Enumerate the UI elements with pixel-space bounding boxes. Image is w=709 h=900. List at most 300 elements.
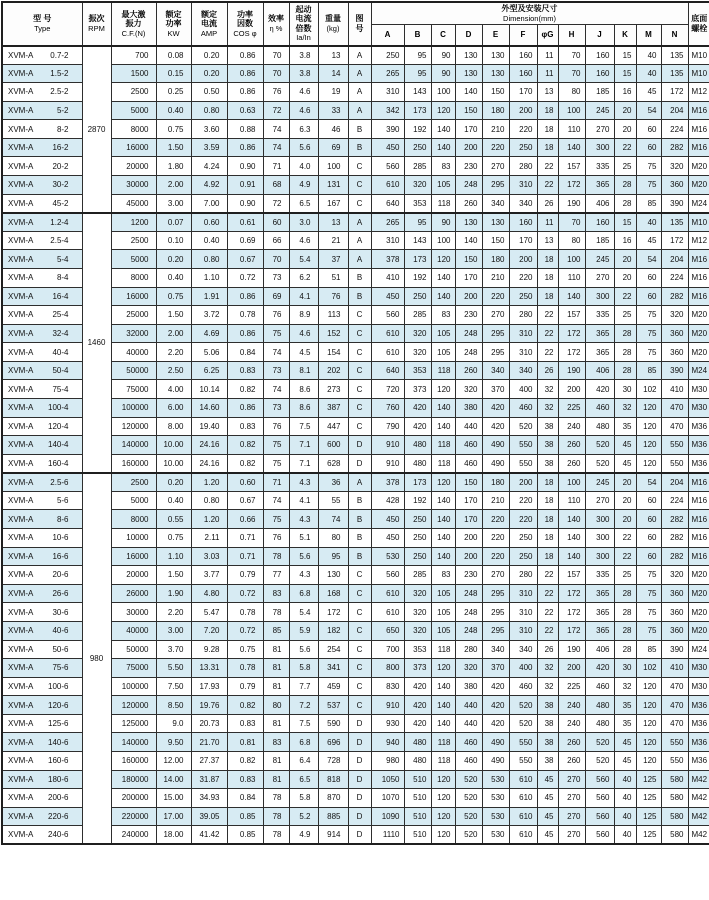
- dim-cell: 173: [404, 473, 431, 492]
- dim-cell: 250: [371, 46, 404, 65]
- dim-cell: 480: [404, 436, 431, 455]
- figure-cell: B: [348, 510, 371, 529]
- dim-cell: 38: [537, 454, 558, 473]
- dim-cell: 420: [482, 417, 509, 436]
- dim-cell: 16: [614, 231, 636, 250]
- header-cf: [111, 2, 156, 46]
- dim-cell: 13: [537, 231, 558, 250]
- model-spec: 30-2: [52, 180, 69, 190]
- table-row: [2, 213, 709, 232]
- dim-cell: 250: [404, 287, 431, 306]
- dim-cell: 190: [558, 640, 585, 659]
- eff-cell: 70: [263, 250, 289, 269]
- dim-cell: 295: [482, 603, 509, 622]
- dim-cell: 365: [585, 324, 614, 343]
- header-amp-en: AMP: [200, 28, 218, 38]
- dim-cell: 224: [661, 491, 688, 510]
- dim-cell: 530: [482, 807, 509, 826]
- dim-cell: 60: [636, 120, 661, 139]
- weight-cell: 728: [318, 751, 348, 770]
- weight-cell: 182: [318, 621, 348, 640]
- cf-cell: 2500: [111, 83, 156, 102]
- dim-cell: 140: [431, 529, 455, 548]
- weight-cell: 131: [318, 176, 348, 195]
- rpm-cell: 980: [82, 473, 111, 845]
- model-inner: [3, 102, 82, 120]
- dim-cell: 22: [537, 603, 558, 622]
- model-cell: [2, 268, 82, 287]
- ia-in-cell: 4.6: [289, 83, 318, 102]
- dim-cell: 830: [371, 677, 404, 696]
- bolt-cell: M12: [688, 83, 709, 102]
- table-body: [2, 46, 709, 845]
- dim-cell: 260: [558, 751, 585, 770]
- dim-cell: 25: [614, 306, 636, 325]
- weight-cell: 273: [318, 380, 348, 399]
- kw-cell: 0.15: [156, 64, 191, 83]
- dim-cell: 335: [585, 157, 614, 176]
- model-inner: [3, 752, 82, 770]
- amp-cell: 41.42: [191, 826, 227, 845]
- dim-cell: 85: [636, 361, 661, 380]
- weight-cell: 167: [318, 194, 348, 213]
- dim-cell: 406: [585, 361, 614, 380]
- bolt-cell: M16: [688, 491, 709, 510]
- weight-cell: 33: [318, 101, 348, 120]
- kw-cell: 2.50: [156, 361, 191, 380]
- dim-cell: 143: [404, 231, 431, 250]
- dim-cell: 150: [482, 83, 509, 102]
- bolt-cell: M16: [688, 510, 709, 529]
- kw-cell: 0.25: [156, 83, 191, 102]
- dim-cell: 32: [537, 659, 558, 678]
- bolt-cell: M16: [688, 250, 709, 269]
- cos-cell: 0.86: [227, 398, 263, 417]
- cos-cell: 0.71: [227, 547, 263, 566]
- eff-cell: 81: [263, 714, 289, 733]
- amp-cell: 5.06: [191, 343, 227, 362]
- header-cf-en: C.F.(N): [121, 28, 146, 38]
- dim-cell: 160: [509, 213, 537, 232]
- cf-cell: 50000: [111, 640, 156, 659]
- ia-in-cell: 4.1: [289, 491, 318, 510]
- dim-cell: 11: [537, 46, 558, 65]
- bolt-cell: M16: [688, 138, 709, 157]
- dim-cell: 18: [537, 547, 558, 566]
- model-inner: [3, 418, 82, 436]
- ia-in-cell: 4.1: [289, 287, 318, 306]
- ia-in-cell: 5.4: [289, 250, 318, 269]
- amp-cell: 10.14: [191, 380, 227, 399]
- eff-cell: 77: [263, 566, 289, 585]
- model-prefix: XVM-A: [8, 421, 34, 431]
- dim-cell: 470: [661, 696, 688, 715]
- dim-cell: 45: [614, 733, 636, 752]
- model-cell: [2, 621, 82, 640]
- dim-cell: 30: [614, 380, 636, 399]
- model-prefix: XVM-A: [8, 756, 34, 766]
- dim-cell: 140: [558, 287, 585, 306]
- dim-cell: 480: [404, 751, 431, 770]
- dim-cell: 60: [636, 491, 661, 510]
- dim-cell: 470: [661, 714, 688, 733]
- model-spec: 140-4: [48, 440, 69, 450]
- dim-cell: 60: [636, 510, 661, 529]
- dim-cell: 320: [404, 603, 431, 622]
- amp-cell: 4.92: [191, 176, 227, 195]
- dim-cell: 170: [509, 83, 537, 102]
- bolt-cell: M20: [688, 324, 709, 343]
- header-bolt: [688, 2, 709, 46]
- amp-cell: 20.73: [191, 714, 227, 733]
- dim-cell: 560: [371, 306, 404, 325]
- bolt-cell: M10: [688, 46, 709, 65]
- dim-cell: 200: [509, 250, 537, 269]
- dim-cell: 1070: [371, 789, 404, 808]
- amp-cell: 3.60: [191, 120, 227, 139]
- dim-cell: 270: [482, 157, 509, 176]
- eff-cell: 71: [263, 473, 289, 492]
- dim-cell: 380: [455, 677, 482, 696]
- model-inner: [3, 566, 82, 584]
- header-iain: [289, 2, 318, 46]
- dim-cell: 420: [585, 659, 614, 678]
- model-spec: 100-6: [48, 681, 69, 691]
- dim-cell: 510: [404, 807, 431, 826]
- dim-cell: 180: [482, 473, 509, 492]
- model-spec: 16-4: [52, 291, 69, 301]
- dim-cell: 160: [585, 213, 614, 232]
- weight-cell: 51: [318, 268, 348, 287]
- dim-cell: 250: [509, 138, 537, 157]
- kw-cell: 3.00: [156, 621, 191, 640]
- model-cell: [2, 101, 82, 120]
- dim-cell: 130: [482, 46, 509, 65]
- kw-cell: 0.20: [156, 473, 191, 492]
- ia-in-cell: 5.8: [289, 659, 318, 678]
- dim-cell: 210: [482, 268, 509, 287]
- dim-cell: 18: [537, 268, 558, 287]
- bolt-cell: M16: [688, 287, 709, 306]
- model-cell: [2, 473, 82, 492]
- figure-cell: C: [348, 621, 371, 640]
- dim-cell: 365: [585, 621, 614, 640]
- dim-cell: 480: [404, 454, 431, 473]
- weight-cell: 696: [318, 733, 348, 752]
- ia-in-cell: 5.6: [289, 640, 318, 659]
- model-spec: 2.5-6: [50, 477, 69, 487]
- bolt-cell: M36: [688, 417, 709, 436]
- dim-cell: 450: [371, 510, 404, 529]
- cos-cell: 0.82: [227, 454, 263, 473]
- model-inner: [3, 120, 82, 138]
- dim-cell: 100: [558, 101, 585, 120]
- dim-cell: 250: [404, 138, 431, 157]
- dim-cell: 248: [455, 584, 482, 603]
- dim-cell: 248: [455, 621, 482, 640]
- amp-cell: 3.59: [191, 138, 227, 157]
- dim-cell: 28: [614, 324, 636, 343]
- kw-cell: 5.50: [156, 659, 191, 678]
- bolt-cell: M30: [688, 677, 709, 696]
- model-inner: [3, 789, 82, 807]
- dim-cell: 260: [455, 194, 482, 213]
- dim-cell: 340: [509, 361, 537, 380]
- dim-cell: 18: [537, 491, 558, 510]
- dim-cell: 440: [455, 417, 482, 436]
- dim-cell: 125: [636, 807, 661, 826]
- dim-cell: 610: [509, 770, 537, 789]
- dim-cell: 35: [614, 696, 636, 715]
- dim-cell: 190: [558, 194, 585, 213]
- dim-cell: 490: [482, 454, 509, 473]
- dim-cell: 480: [404, 733, 431, 752]
- header-iain-cn1: 起动: [295, 4, 312, 14]
- model-spec: 8-6: [56, 514, 69, 524]
- ia-in-cell: 8.6: [289, 398, 318, 417]
- figure-cell: B: [348, 547, 371, 566]
- dim-cell: 282: [661, 529, 688, 548]
- dim-cell: 32: [537, 398, 558, 417]
- model-cell: [2, 176, 82, 195]
- cos-cell: 0.86: [227, 46, 263, 65]
- dim-cell: 140: [455, 231, 482, 250]
- dim-cell: 60: [636, 547, 661, 566]
- cf-cell: 10000: [111, 529, 156, 548]
- bolt-cell: M30: [688, 398, 709, 417]
- dim-cell: 310: [509, 621, 537, 640]
- table-row: [2, 46, 709, 65]
- dim-cell: 520: [509, 714, 537, 733]
- figure-cell: C: [348, 398, 371, 417]
- dim-cell: 420: [585, 380, 614, 399]
- ia-in-cell: 4.3: [289, 510, 318, 529]
- dim-cell: 18: [537, 529, 558, 548]
- dim-cell: 60: [636, 268, 661, 287]
- figure-cell: A: [348, 213, 371, 232]
- bolt-cell: M24: [688, 194, 709, 213]
- dim-cell: 225: [558, 398, 585, 417]
- eff-cell: 70: [263, 64, 289, 83]
- model-cell: [2, 714, 82, 733]
- cos-cell: 0.85: [227, 826, 263, 845]
- cos-cell: 0.84: [227, 343, 263, 362]
- dim-cell: 173: [404, 250, 431, 269]
- dim-cell: 140: [558, 138, 585, 157]
- weight-cell: 341: [318, 659, 348, 678]
- model-prefix: XVM-A: [8, 830, 34, 840]
- bolt-cell: M36: [688, 751, 709, 770]
- amp-cell: 0.80: [191, 250, 227, 269]
- figure-cell: C: [348, 176, 371, 195]
- model-cell: [2, 826, 82, 845]
- dim-cell: 40: [636, 64, 661, 83]
- model-spec: 5-2: [56, 106, 69, 116]
- ia-in-cell: 5.1: [289, 529, 318, 548]
- ia-in-cell: 7.7: [289, 677, 318, 696]
- bolt-cell: M42: [688, 789, 709, 808]
- model-prefix: XVM-A: [8, 236, 34, 246]
- bolt-cell: M42: [688, 807, 709, 826]
- eff-cell: 75: [263, 510, 289, 529]
- dim-cell: 270: [482, 566, 509, 585]
- dim-cell: 940: [371, 733, 404, 752]
- dim-cell: 450: [371, 138, 404, 157]
- dim-cell: 32: [537, 677, 558, 696]
- dim-cell: 220: [482, 138, 509, 157]
- dim-cell: 18: [537, 287, 558, 306]
- dim-cell: 265: [371, 64, 404, 83]
- model-prefix: XVM-A: [8, 719, 34, 729]
- cos-cell: 0.81: [227, 733, 263, 752]
- dim-cell: 520: [585, 733, 614, 752]
- dim-cell: 910: [371, 454, 404, 473]
- cf-cell: 5000: [111, 491, 156, 510]
- dim-cell: 420: [404, 677, 431, 696]
- header-rpm: [82, 2, 111, 46]
- model-prefix: XVM-A: [8, 626, 34, 636]
- weight-cell: 21: [318, 231, 348, 250]
- dim-cell: 250: [509, 287, 537, 306]
- ia-in-cell: 6.4: [289, 751, 318, 770]
- kw-cell: 0.10: [156, 231, 191, 250]
- header-kw-cn2: 功率: [165, 19, 182, 28]
- weight-cell: 14: [318, 64, 348, 83]
- dim-cell: 370: [482, 380, 509, 399]
- kw-cell: 1.50: [156, 306, 191, 325]
- dim-cell: 200: [558, 659, 585, 678]
- amp-cell: 0.20: [191, 46, 227, 65]
- header-dim-g: φG: [537, 25, 558, 46]
- ia-in-cell: 4.0: [289, 157, 318, 176]
- dim-cell: 340: [482, 194, 509, 213]
- model-inner: [3, 474, 82, 491]
- model-spec: 5-6: [56, 496, 69, 506]
- cf-cell: 45000: [111, 194, 156, 213]
- dim-cell: 135: [661, 46, 688, 65]
- eff-cell: 78: [263, 807, 289, 826]
- dim-cell: 210: [482, 491, 509, 510]
- model-prefix: XVM-A: [8, 273, 34, 283]
- dim-cell: 285: [404, 306, 431, 325]
- dim-cell: 520: [585, 751, 614, 770]
- model-inner: [3, 288, 82, 306]
- model-cell: [2, 659, 82, 678]
- dim-cell: 85: [636, 194, 661, 213]
- dim-cell: 60: [636, 138, 661, 157]
- dim-cell: 130: [482, 213, 509, 232]
- dim-cell: 270: [558, 807, 585, 826]
- kw-cell: 1.90: [156, 584, 191, 603]
- cos-cell: 0.61: [227, 213, 263, 232]
- dim-cell: 610: [371, 343, 404, 362]
- dim-cell: 360: [661, 176, 688, 195]
- dim-cell: 550: [661, 733, 688, 752]
- dim-cell: 70: [558, 64, 585, 83]
- eff-cell: 85: [263, 621, 289, 640]
- dim-cell: 192: [404, 491, 431, 510]
- ia-in-cell: 5.9: [289, 621, 318, 640]
- dim-cell: 480: [585, 714, 614, 733]
- ia-in-cell: 6.5: [289, 194, 318, 213]
- ia-in-cell: 4.5: [289, 343, 318, 362]
- dim-cell: 204: [661, 101, 688, 120]
- model-cell: [2, 696, 82, 715]
- dim-cell: 640: [371, 194, 404, 213]
- model-spec: 8-2: [56, 124, 69, 134]
- dim-cell: 510: [404, 789, 431, 808]
- model-prefix: XVM-A: [8, 291, 34, 301]
- dim-cell: 460: [509, 398, 537, 417]
- figure-cell: B: [348, 529, 371, 548]
- dim-cell: 170: [455, 268, 482, 287]
- model-prefix: XVM-A: [8, 124, 34, 134]
- weight-cell: 46: [318, 120, 348, 139]
- dim-cell: 100: [558, 473, 585, 492]
- dim-cell: 980: [371, 751, 404, 770]
- model-cell: [2, 733, 82, 752]
- dim-cell: 172: [661, 83, 688, 102]
- model-cell: [2, 603, 82, 622]
- eff-cell: 73: [263, 398, 289, 417]
- dim-cell: 204: [661, 250, 688, 269]
- dim-cell: 38: [537, 436, 558, 455]
- dim-cell: 120: [636, 696, 661, 715]
- model-inner: [3, 399, 82, 417]
- figure-cell: B: [348, 491, 371, 510]
- header-rpm-cn: 振次: [88, 14, 105, 24]
- header-dim-d: D: [455, 25, 482, 46]
- header-dim-title: 外型及安装尺寸: [501, 4, 558, 13]
- dim-cell: 530: [482, 789, 509, 808]
- model-prefix: XVM-A: [8, 143, 34, 153]
- amp-cell: 21.70: [191, 733, 227, 752]
- model-prefix: XVM-A: [8, 663, 34, 673]
- dim-cell: 440: [455, 696, 482, 715]
- dim-cell: 270: [585, 268, 614, 287]
- model-prefix: XVM-A: [8, 607, 34, 617]
- ia-in-cell: 3.8: [289, 46, 318, 65]
- dim-cell: 250: [404, 510, 431, 529]
- model-cell: [2, 138, 82, 157]
- header-cf-cn2: 振力: [125, 19, 142, 28]
- dim-cell: 320: [404, 176, 431, 195]
- dim-cell: 110: [558, 268, 585, 287]
- eff-cell: 83: [263, 584, 289, 603]
- dim-cell: 22: [537, 176, 558, 195]
- dim-cell: 22: [537, 621, 558, 640]
- dim-cell: 300: [585, 547, 614, 566]
- figure-cell: B: [348, 138, 371, 157]
- header-dim-c: C: [431, 25, 455, 46]
- header-iain-cn3: 倍数: [295, 23, 312, 33]
- dim-cell: 120: [431, 250, 455, 269]
- dim-cell: 610: [371, 324, 404, 343]
- dim-cell: 270: [558, 789, 585, 808]
- cos-cell: 0.85: [227, 807, 263, 826]
- model-spec: 75-4: [52, 384, 69, 394]
- model-inner: [3, 492, 82, 510]
- kw-cell: 17.00: [156, 807, 191, 826]
- dim-cell: 28: [614, 361, 636, 380]
- cf-cell: 75000: [111, 659, 156, 678]
- cos-cell: 0.86: [227, 64, 263, 83]
- header-cf-cn1: 最大激: [121, 9, 146, 19]
- header-dim-m: M: [636, 25, 661, 46]
- model-cell: [2, 529, 82, 548]
- model-prefix: XVM-A: [8, 254, 34, 264]
- model-inner: [3, 622, 82, 640]
